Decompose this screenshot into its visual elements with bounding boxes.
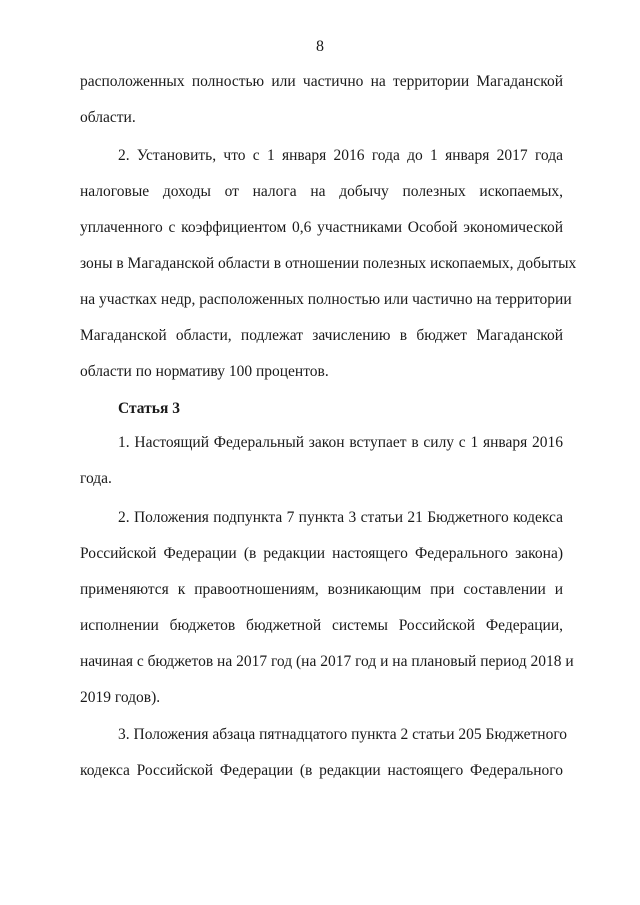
text-line: года. — [80, 470, 112, 487]
text-line: налоговые доходы от налога на добычу полезных ископаемых, — [80, 183, 563, 200]
text-line: Магаданской области, подлежат зачислению в бюджет Магаданской — [80, 327, 563, 344]
text-line: 2. Положения подпункта 7 пункта 3 статьи 21 Бюджетного кодекса — [118, 509, 563, 526]
text-line: кодекса Российской Федерации (в редакции настоящего Федерального — [80, 762, 563, 779]
text-line: уплаченного с коэффициентом 0,6 участниками Особой экономической — [80, 219, 563, 236]
text-line: на участках недр, расположенных полностью или частично на территории — [80, 291, 572, 308]
text-line: Российской Федерации (в редакции настоящего Федерального закона) — [80, 545, 563, 562]
text-line: расположенных полностью или частично на территории Магаданской — [80, 73, 563, 90]
text-line: 1. Настоящий Федеральный закон вступает в силу с 1 января 2016 — [118, 434, 563, 451]
text-line: применяются к правоотношениям, возникающим при составлении и — [80, 581, 563, 598]
text-line: области. — [80, 109, 136, 126]
text-line: начиная с бюджетов на 2017 год (на 2017 год и на плановый период 2018 и — [80, 653, 574, 670]
text-line: исполнении бюджетов бюджетной системы Российской Федерации, — [80, 617, 563, 634]
text-line: 2. Установить, что с 1 января 2016 года до 1 января 2017 года — [118, 147, 563, 164]
text-line: 2019 годов). — [80, 689, 161, 706]
text-line: зоны в Магаданской области в отношении полезных ископаемых, добытых — [80, 255, 577, 272]
text-line: 3. Положения абзаца пятнадцатого пункта 2 статьи 205 Бюджетного — [118, 726, 568, 743]
text-line: области по нормативу 100 процентов. — [80, 363, 329, 380]
article-heading: Статья 3 — [118, 400, 180, 417]
page-number: 8 — [316, 38, 324, 55]
